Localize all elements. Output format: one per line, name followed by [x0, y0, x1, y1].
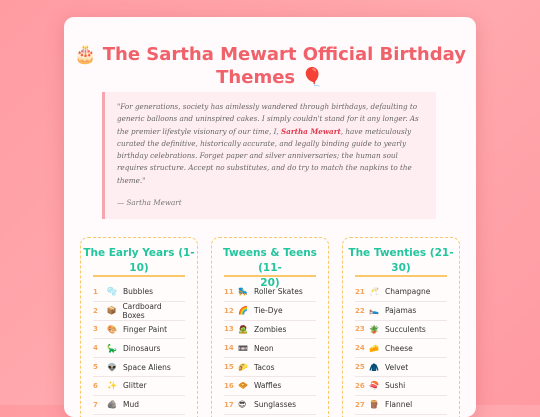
theme-label: Mud: [123, 400, 139, 410]
theme-label: Space Aliens: [123, 362, 171, 372]
theme-emoji-icon: 🦕: [107, 343, 117, 353]
theme-list-item: [93, 339, 185, 358]
theme-emoji-icon: 🛼: [238, 287, 248, 297]
theme-emoji-icon: 📼: [238, 343, 248, 353]
column-heading: [81, 246, 197, 276]
theme-label: Roller Skates: [254, 287, 303, 297]
column-twenties: [342, 237, 460, 417]
column-divider: [93, 275, 185, 277]
theme-emoji-icon: 🌈: [238, 306, 248, 316]
year-number: 17: [224, 400, 234, 409]
theme-emoji-icon: ✨: [107, 381, 117, 391]
year-number: 22: [355, 306, 365, 315]
theme-list-item: [355, 396, 447, 415]
page-title: [64, 43, 476, 89]
theme-label: Sunglasses: [254, 400, 297, 410]
theme-list-item: [93, 358, 185, 377]
theme-emoji-icon: 🫧: [107, 287, 117, 297]
theme-label: Sushi: [385, 381, 406, 391]
theme-label: Zombies: [254, 324, 287, 334]
theme-emoji-icon: 🪨: [107, 400, 117, 410]
theme-emoji-icon: 🧟: [238, 324, 248, 334]
year-number: 23: [355, 325, 365, 334]
theme-list-item: [224, 358, 316, 377]
theme-list: [355, 283, 447, 415]
year-number: 21: [355, 287, 365, 296]
theme-emoji-icon: 🥂: [369, 287, 379, 297]
column-heading-line-2: 10): [129, 262, 149, 274]
theme-emoji-icon: 🎨: [107, 324, 117, 334]
column-heading-line-2: 30): [391, 262, 411, 274]
theme-list-item: [355, 358, 447, 377]
theme-emoji-icon: 🧇: [238, 381, 248, 391]
theme-emoji-icon: 🍣: [369, 381, 379, 391]
theme-list-item: [93, 283, 185, 302]
year-number: 3: [93, 325, 98, 334]
theme-list: [93, 283, 185, 415]
theme-emoji-icon: 🛌: [369, 306, 379, 316]
year-number: 26: [355, 381, 365, 390]
theme-label: Finger Paint: [123, 324, 168, 334]
theme-label: Champagne: [385, 287, 431, 297]
themes-card: [64, 17, 476, 417]
theme-emoji-icon: 👽: [107, 362, 117, 372]
theme-list-item: [93, 377, 185, 396]
theme-emoji-icon: 📦: [106, 306, 117, 316]
page-title-line-2: Themes 🎈: [216, 67, 324, 88]
theme-list-item: [224, 321, 316, 340]
intro-quote: [102, 92, 436, 219]
year-number: 24: [355, 344, 365, 353]
theme-list-item: [355, 321, 447, 340]
theme-list-item: [224, 283, 316, 302]
year-number: 2: [93, 306, 98, 315]
quote-text-before: "For generations, society has aimlessly wandered through birthdays, defaulting to generic balloons and uninspired cakes. I simply couldn't stand for it any longer. As the premier lifestyle visionary of our time, I,: [117, 102, 419, 136]
theme-list-item: [93, 396, 185, 415]
theme-list: [224, 283, 316, 415]
theme-label: Neon: [254, 343, 274, 353]
theme-label: Glitter: [123, 381, 147, 391]
year-number: 7: [93, 400, 98, 409]
column-heading-line-2: 20): [260, 277, 280, 289]
year-number: 4: [93, 344, 98, 353]
quote-author-highlight: Sartha Mewart: [280, 126, 341, 136]
theme-label: Tie-Dye: [254, 306, 283, 316]
theme-list-item: [93, 321, 185, 340]
year-number: 16: [224, 381, 234, 390]
theme-label: Tacos: [254, 362, 275, 372]
year-number: 14: [224, 344, 234, 353]
column-early-years: [80, 237, 198, 417]
year-number: 11: [224, 287, 234, 296]
theme-list-item: [224, 339, 316, 358]
year-number: 5: [93, 363, 98, 372]
theme-list-item: [93, 302, 185, 321]
year-number: 1: [93, 287, 98, 296]
theme-emoji-icon: 🌮: [238, 362, 248, 372]
year-number: 6: [93, 381, 98, 390]
theme-label: Flannel: [385, 400, 413, 410]
theme-list-item: [355, 283, 447, 302]
quote-text-after: , have meticulously curated the definitive, historically accurate, and legally binding guide to yearly birthday celebrations. Forget paper and silver anniversaries; the human soul requires structure. Accept no substitutes, and do try to match the napkins to the theme.": [117, 126, 412, 185]
theme-label: Bubbles: [123, 287, 154, 297]
year-number: 12: [224, 306, 234, 315]
theme-list-item: [224, 377, 316, 396]
theme-list-item: [355, 377, 447, 396]
year-number: 25: [355, 363, 365, 372]
year-number: 15: [224, 363, 234, 372]
column-heading-line-1: The Twenties (21-: [348, 247, 454, 259]
theme-label: Dinosaurs: [123, 343, 161, 353]
theme-list-item: [224, 302, 316, 321]
theme-emoji-icon: 😎: [238, 400, 247, 410]
theme-emoji-icon: 🪴: [369, 324, 379, 334]
column-heading-line-1: Tweens & Teens (11-: [223, 247, 317, 274]
theme-emoji-icon: 🧀: [369, 343, 379, 353]
theme-list-item: [355, 339, 447, 358]
theme-label: Cheese: [385, 343, 413, 353]
theme-emoji-icon: 🪵: [369, 400, 379, 410]
column-divider: [224, 275, 316, 277]
theme-label: Cardboard Boxes: [122, 301, 162, 320]
column-divider: [355, 275, 447, 277]
column-tweens-teens: [211, 237, 329, 417]
theme-label: Pajamas: [385, 306, 417, 316]
column-heading: [343, 246, 459, 276]
theme-list-item: [355, 302, 447, 321]
year-number: 27: [355, 400, 365, 409]
year-number: 13: [224, 325, 234, 334]
theme-label: Waffles: [254, 381, 282, 391]
page-title-line-1: 🎂 The Sartha Mewart Official Birthday: [74, 44, 466, 65]
quote-signature: — Sartha Mewart: [117, 198, 182, 208]
theme-label: Succulents: [385, 324, 426, 334]
theme-emoji-icon: 🧥: [369, 362, 379, 372]
column-heading-line-1: The Early Years (1-: [83, 247, 195, 259]
theme-list-item: [224, 396, 316, 415]
theme-label: Velvet: [385, 362, 409, 372]
